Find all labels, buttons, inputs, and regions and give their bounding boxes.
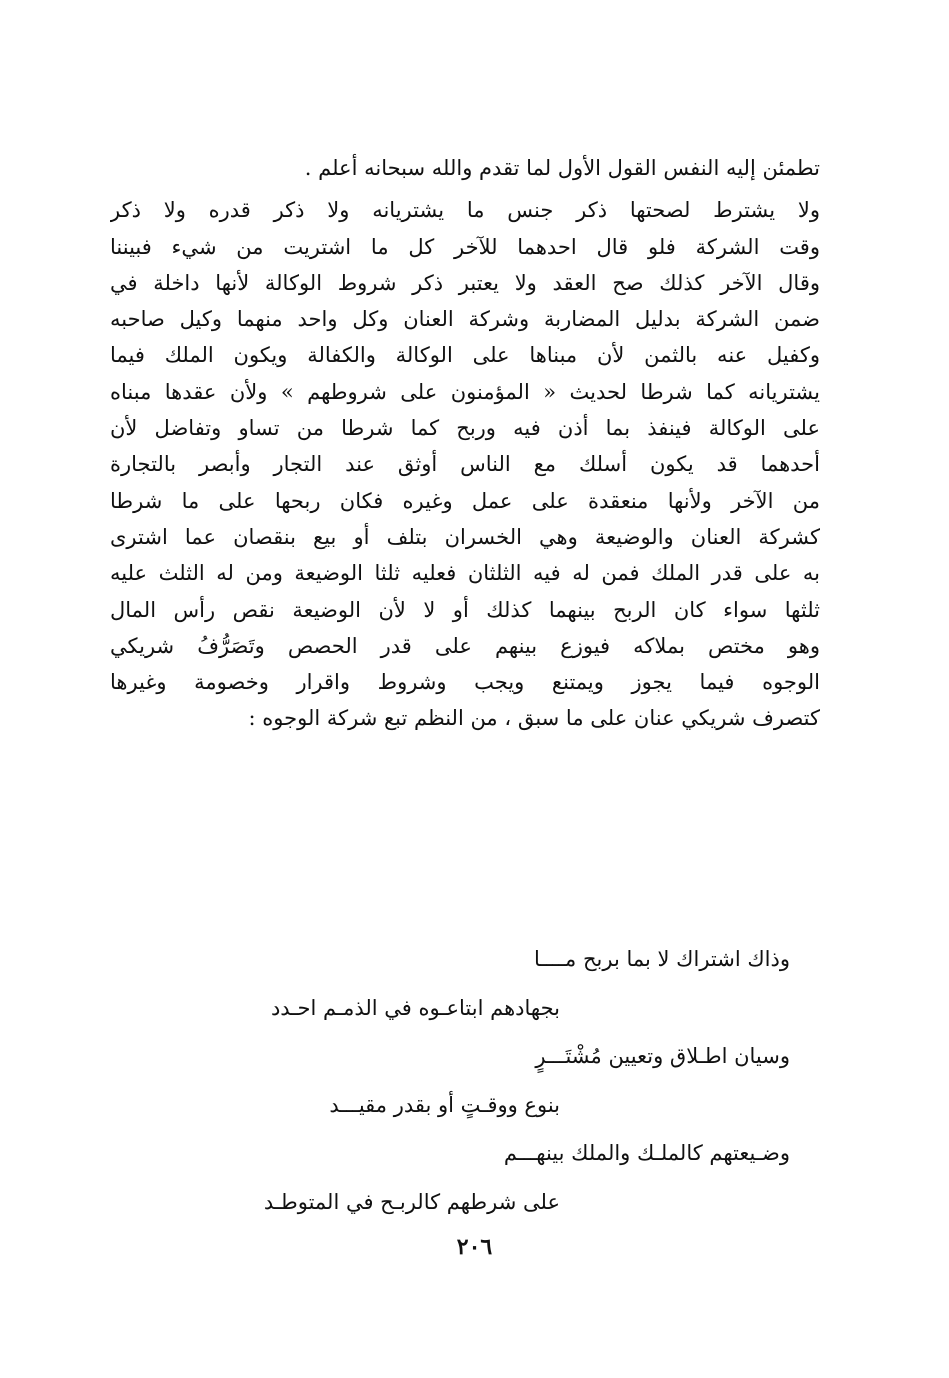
prose-line: وكفيل عنه بالثمن لأن مبناها على الوكالة والكفالة ويكون الملك فيما xyxy=(110,343,820,368)
page-number: ٢٠٦ xyxy=(456,1234,493,1260)
prose-line: تطمئن إليه النفس القول الأول لما تقدم والله سبحانه أعلم . xyxy=(304,156,820,180)
verse-hemistich: وسيان اطـلاق وتعيين مُشْتَـــرٍ xyxy=(535,1044,790,1068)
verse-block xyxy=(170,935,790,1226)
prose-line: على الوكالة فينفذ بما أذن فيه وربح كما شرطا من تساو وتفاضل لأن xyxy=(110,416,820,441)
prose-line: كتصرف شريكي عنان على ما سبق ، من النظم تبع شركة الوجوه : xyxy=(248,706,820,731)
prose-line: وقت الشركة فلو قال احدهما للآخر كل ما اشتريت من شيء فبيننا xyxy=(110,234,820,259)
prose-line: ثلثها سواء كان الربح بينهما كذلك أو لا لأن الوضيعة نقص رأس المال xyxy=(110,597,820,622)
verse-hemistich: وذاك اشتراك لا بما بربح مــــا xyxy=(534,947,790,971)
prose-line: يشتريانه كما شرطا لحديث « المؤمنون على شروطهم » ولأن عقدها مبناه xyxy=(110,379,820,404)
verse-hemistich: بجهادهم ابتاعـوه في الذمـم احـدد xyxy=(270,995,560,1020)
prose-line: وقال الآخر كذلك صح العقد ولا يعتبر ذكر شروط الوكالة لأنها داخلة في xyxy=(110,270,820,295)
prose-line: وهو مختص بملاكه فيوزع بينهم على قدر الحصص وتَصَرُّفُ شريكي xyxy=(110,633,820,658)
prose-line: أحدهما قد يكون أسلك مع الناس أوثق عند التجار وأبصر بالتجارة xyxy=(110,452,820,477)
prose-line: كشركة العنان والوضيعة وهي الخسران بتلف أو بيع بنقصان عما اشترى xyxy=(110,524,820,549)
prose-line: الوجوه فيما يجوز ويمتنع ويجب وشروط واقرار وخصومة وغيرها xyxy=(110,670,820,695)
verse-hemistich: على شرطهم كالربـح في المتوطـد xyxy=(263,1189,560,1214)
prose-line: ضمن الشركة بدليل المضاربة وشركة العنان وكل واحد منهما وكيل صاحبه xyxy=(110,307,820,332)
prose-line: ولا يشترط لصحتها ذكر جنس ما يشتريانه ولا ذكر قدره ولا ذكر xyxy=(110,198,820,223)
prose-line: به على قدر الملك فمن له فيه الثلثان فعليه ثلثا الوضيعة ومن له الثلث عليه xyxy=(110,561,820,586)
verse-hemistich: بنوع ووقـتٍ أو بقدر مقيـــد xyxy=(329,1092,560,1117)
verse-hemistich: وضـيعتهم كالملـك والملك بينهـــم xyxy=(503,1141,790,1165)
prose-line: من الآخر ولأنها منعقدة على عمل وغيره فكان ربحها على ما شرطا xyxy=(110,488,820,513)
prose-block xyxy=(110,150,820,737)
